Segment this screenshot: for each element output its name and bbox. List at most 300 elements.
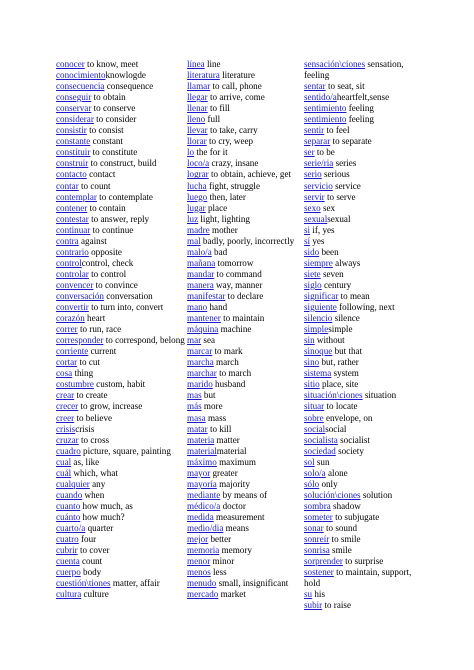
vocab-word-link[interactable]: sostener [304, 567, 334, 578]
vocab-gloss: less [210, 567, 227, 578]
vocab-word-link[interactable]: sorprender [304, 556, 343, 567]
vocab-word-link[interactable]: crisis [56, 423, 76, 434]
vocab-gloss: contact [86, 169, 116, 180]
vocab-word-link[interactable]: sentimiento [304, 103, 347, 114]
vocab-word-link[interactable]: servir [304, 191, 325, 202]
vocab-gloss: to declare [225, 290, 264, 301]
vocab-word-link[interactable]: mal [187, 235, 201, 246]
vocab-entry [187, 479, 303, 490]
vocab-gloss: more [201, 401, 223, 412]
vocab-entry [187, 390, 303, 401]
vocab-word-link[interactable]: mejor [187, 534, 209, 545]
vocab-word-link[interactable]: mañana [187, 257, 216, 268]
vocab-word-link[interactable]: mano [187, 302, 208, 313]
vocab-word-link[interactable]: crecer [56, 401, 79, 412]
vocab-word-link[interactable]: cuestión\tiones [56, 578, 111, 589]
vocab-entry [187, 203, 303, 214]
vocab-word-link[interactable]: lo [187, 147, 195, 158]
vocab-word-link[interactable]: sin [304, 335, 315, 346]
vocab-gloss: service [332, 180, 361, 191]
vocab-gloss: means [223, 522, 249, 533]
vocab-word-link[interactable]: situar [304, 401, 325, 412]
vocab-word-link[interactable]: lleno [187, 114, 206, 125]
vocab-word-link[interactable]: sociedad [304, 445, 336, 456]
vocab-entry [56, 136, 186, 147]
vocab-entry [187, 214, 303, 225]
vocab-gloss: place, site [319, 379, 359, 390]
vocab-word-link[interactable]: sentimiento [304, 114, 347, 125]
vocab-word-link[interactable]: sol [304, 456, 315, 467]
vocab-entry [56, 280, 186, 291]
vocab-word-link[interactable]: cuatro [56, 534, 79, 545]
vocab-word-link[interactable]: serie/ria [304, 158, 334, 169]
vocab-entry [304, 280, 422, 291]
vocab-word-link[interactable]: marido [187, 379, 213, 390]
vocab-entry [187, 435, 303, 446]
vocab-word-link[interactable]: separar [304, 136, 331, 147]
vocab-gloss: matter, affair [110, 578, 160, 589]
vocab-gloss: to command [214, 268, 262, 279]
vocab-entry [304, 247, 422, 258]
vocab-gloss: to correspond, belong [103, 335, 185, 346]
vocab-gloss: to locate [324, 401, 358, 412]
vocab-gloss: maximum [216, 456, 256, 467]
vocab-gloss: to run, race [77, 324, 122, 335]
vocab-gloss: greater [210, 467, 238, 478]
vocab-gloss: line [204, 59, 221, 69]
vocab-word-link[interactable]: cuarto/a [56, 522, 86, 533]
vocab-gloss: current [88, 346, 117, 357]
vocab-gloss: shadow [330, 500, 361, 511]
vocab-word-link[interactable]: sentar [304, 81, 326, 92]
vocab-entry [304, 313, 422, 324]
vocab-word-link[interactable]: máquina [187, 324, 219, 335]
vocab-word-link[interactable]: sólo [304, 478, 320, 489]
vocab-entry [56, 103, 186, 114]
vocab-gloss: which, what [71, 467, 118, 478]
vocab-word-link[interactable]: sentir [304, 125, 325, 136]
vocab-entry [187, 81, 303, 92]
vocab-gloss: four [78, 534, 97, 545]
vocab-entry [304, 534, 422, 545]
vocab-word-link[interactable]: mediante [187, 489, 221, 500]
vocab-word-link[interactable]: conocimiento [56, 70, 106, 81]
vocab-gloss: market [218, 589, 246, 600]
vocab-word-link[interactable]: simple [304, 324, 329, 335]
vocab-word-link[interactable]: contener [56, 202, 88, 213]
vocab-word-link[interactable]: medida [187, 511, 214, 522]
vocab-gloss: to count [78, 180, 111, 191]
vocab-word-link[interactable]: más [187, 401, 202, 412]
vocab-gloss: memory [219, 545, 252, 556]
vocab-word-link[interactable]: sino [304, 357, 320, 368]
vocab-word-link[interactable]: contestar [56, 213, 89, 224]
vocab-word-link[interactable]: literatura [187, 70, 220, 81]
vocab-gloss: how much? [80, 511, 125, 522]
vocab-word-link[interactable]: siempre [304, 257, 333, 268]
vocab-gloss: if, yes [310, 224, 335, 235]
vocab-word-link[interactable]: mantener [187, 313, 221, 324]
vocab-gloss: any [89, 478, 106, 489]
vocab-word-link[interactable]: control [56, 257, 82, 268]
vocab-entry [304, 324, 422, 335]
vocab-word-link[interactable]: correr [56, 324, 78, 335]
vocab-entry [304, 446, 422, 457]
vocab-word-link[interactable]: si [304, 224, 311, 235]
vocab-word-link[interactable]: sexual [304, 213, 328, 224]
vocab-word-link[interactable]: cuanto [56, 500, 81, 511]
vocab-entry [56, 291, 186, 302]
vocab-entry [56, 203, 186, 214]
vocab-gloss: to construct, build [88, 158, 157, 169]
vocab-gloss: following, next [336, 302, 395, 313]
vocab-entry [56, 545, 186, 556]
vocab-word-link[interactable]: constituir [56, 147, 91, 158]
vocab-word-link[interactable]: social [304, 423, 326, 434]
vocab-word-link[interactable]: medio/dia [187, 522, 224, 533]
vocab-word-link[interactable]: mandar [187, 268, 215, 279]
vocab-word-link[interactable]: construir [56, 158, 89, 169]
vocab-gloss: thing [72, 368, 94, 379]
vocab-entry [56, 269, 186, 280]
vocab-entry [56, 302, 186, 313]
vocab-gloss: bad [211, 246, 228, 257]
vocab-entry [187, 523, 303, 534]
vocab-word-link[interactable]: siguiente [304, 302, 337, 313]
vocab-gloss: count [79, 556, 103, 567]
vocab-word-link[interactable]: marchar [187, 368, 217, 379]
vocab-entry [304, 401, 422, 412]
vocab-word-link[interactable]: menos [187, 567, 211, 578]
vocab-entry [187, 103, 303, 114]
vocab-word-link[interactable]: cuál [56, 467, 72, 478]
vocab-entry [187, 59, 303, 70]
vocab-word-link[interactable]: servicio [304, 180, 333, 191]
vocab-entry [304, 136, 422, 147]
vocab-gloss: literature [219, 70, 255, 81]
vocab-word-link[interactable]: corriente [56, 346, 89, 357]
word-column-2 [187, 59, 303, 600]
vocab-word-link[interactable]: lucha [187, 180, 207, 191]
vocab-gloss: but, rather [319, 357, 359, 368]
vocab-word-link[interactable]: manifestar [187, 290, 226, 301]
vocab-word-link[interactable]: silencio [304, 313, 333, 324]
vocab-entry [187, 346, 303, 357]
vocab-entry [187, 269, 303, 280]
vocab-entry [304, 214, 422, 225]
vocab-word-link[interactable]: menudo [187, 578, 217, 589]
vocab-word-link[interactable]: sensación\ciones [304, 59, 366, 69]
vocab-word-link[interactable]: luego [187, 191, 208, 202]
vocab-word-link[interactable]: conseguir [56, 92, 92, 103]
vocab-word-link[interactable]: continuar [56, 224, 91, 235]
vocab-word-link[interactable]: cosa [56, 368, 73, 379]
vocab-word-link[interactable]: cuando [56, 489, 83, 500]
vocab-word-link[interactable]: lugar [187, 202, 206, 213]
vocab-word-link[interactable]: corazón [56, 313, 85, 324]
vocab-word-link[interactable]: masa [187, 412, 206, 423]
vocab-gloss: to smile [329, 534, 361, 545]
vocab-entry [56, 225, 186, 236]
vocab-word-link[interactable]: memoria [187, 545, 220, 556]
vocab-word-link[interactable]: cuánto [56, 511, 81, 522]
vocab-word-link[interactable]: conservar [56, 103, 92, 114]
vocab-word-link[interactable]: convertir [56, 302, 89, 313]
vocab-gloss: sun [314, 456, 330, 467]
vocab-word-link[interactable]: consistir [56, 125, 87, 136]
vocab-word-link[interactable]: contacto [56, 169, 87, 180]
vocab-word-link[interactable]: cubrir [56, 545, 78, 556]
vocab-entry [56, 214, 186, 225]
vocab-word-link[interactable]: contra [56, 235, 79, 246]
vocab-entry [187, 578, 303, 589]
vocab-word-link[interactable]: contemplar [56, 191, 97, 202]
vocab-word-link[interactable]: conocer [56, 59, 85, 69]
vocab-gloss: system [331, 368, 359, 379]
vocab-gloss: custom, habit [93, 379, 146, 390]
vocab-gloss: to consist [86, 125, 124, 136]
vocab-word-link[interactable]: cortar [56, 357, 78, 368]
vocab-word-link[interactable]: controlar [56, 268, 89, 279]
vocab-word-link[interactable]: considerar [56, 114, 94, 125]
vocab-gloss: crisis [75, 423, 95, 434]
vocab-gloss: matter [214, 434, 240, 445]
vocab-word-link[interactable]: médico/a [187, 500, 221, 511]
vocab-entry [56, 556, 186, 567]
vocab-entry [187, 147, 303, 158]
vocab-word-link[interactable]: llamar [187, 81, 211, 92]
vocab-word-link[interactable]: cualquier [56, 478, 90, 489]
vocab-entry [56, 424, 186, 435]
vocab-word-link[interactable]: sonar [304, 522, 324, 533]
vocab-gloss: to answer, reply [88, 213, 150, 224]
vocab-gloss: culture [81, 589, 109, 600]
vocab-entry [187, 192, 303, 203]
vocab-word-link[interactable]: conversación [56, 290, 104, 301]
vocab-gloss: to obtain [91, 92, 126, 103]
vocab-entry [187, 490, 303, 501]
vocab-word-link[interactable]: solución\ciones [304, 489, 361, 500]
vocab-word-link[interactable]: someter [304, 511, 333, 522]
vocab-word-link[interactable]: materia [187, 434, 215, 445]
vocab-word-link[interactable]: sexo [304, 202, 321, 213]
vocab-word-link[interactable]: contar [56, 180, 79, 191]
vocab-gloss: to raise [322, 600, 351, 611]
vocab-entry [187, 589, 303, 600]
vocab-gloss: to continue [90, 224, 134, 235]
vocab-entry [56, 181, 186, 192]
vocab-word-link[interactable]: significar [304, 290, 339, 301]
vocab-entry [56, 446, 186, 457]
vocab-word-link[interactable]: cuadro [56, 445, 81, 456]
vocab-word-link[interactable]: cruzar [56, 434, 79, 445]
vocab-entry [56, 479, 186, 490]
vocab-gloss: way, manner [213, 279, 263, 290]
vocab-entry [304, 479, 422, 490]
vocab-word-link[interactable]: crear [56, 390, 75, 401]
vocab-entry [187, 545, 303, 556]
vocab-entry [187, 413, 303, 424]
vocab-gloss: heartfelt,sense [336, 92, 390, 103]
vocab-word-link[interactable]: llorar [187, 136, 207, 147]
vocab-entry [187, 468, 303, 479]
vocab-gloss: sensation, feeling [304, 59, 404, 81]
vocab-gloss: to turn into, convert [88, 302, 164, 313]
vocab-word-link[interactable]: llegar [187, 92, 208, 103]
vocab-entry [187, 291, 303, 302]
vocab-entry [304, 125, 422, 136]
vocab-gloss: constant [90, 136, 123, 147]
vocab-word-link[interactable]: luz [187, 213, 199, 224]
vocab-word-link[interactable]: sinoque [304, 346, 333, 357]
vocab-gloss: to obtain, achieve, get [208, 169, 292, 180]
vocab-word-link[interactable]: constante [56, 136, 91, 147]
vocab-word-link[interactable]: línea [187, 59, 205, 69]
vocab-word-link[interactable]: mar [187, 335, 202, 346]
vocab-entry [304, 457, 422, 468]
vocab-word-link[interactable]: siete [304, 268, 321, 279]
vocab-word-link[interactable]: corresponder [56, 335, 104, 346]
vocab-word-link[interactable]: matar [187, 423, 208, 434]
vocab-gloss: sea [201, 335, 216, 346]
vocab-word-link[interactable]: cual [56, 456, 72, 467]
vocab-word-link[interactable]: madre [187, 224, 210, 235]
vocab-entry [56, 313, 186, 324]
vocab-word-link[interactable]: sistema [304, 368, 332, 379]
vocab-gloss: socialist [337, 434, 370, 445]
vocab-word-link[interactable]: sitio [304, 379, 320, 390]
vocab-entry [304, 181, 422, 192]
vocab-word-link[interactable]: menor [187, 556, 211, 567]
vocab-word-link[interactable]: cuerpo [56, 567, 81, 578]
vocab-word-link[interactable]: subir [304, 600, 323, 611]
vocab-gloss: tomorrow [215, 257, 254, 268]
vocab-word-link[interactable]: lograr [187, 169, 209, 180]
vocab-word-link[interactable]: consecuencia [56, 81, 105, 92]
vocab-word-link[interactable]: mercado [187, 589, 219, 600]
vocab-gloss: simple [328, 324, 353, 335]
vocab-entry [56, 413, 186, 424]
vocab-word-link[interactable]: manera [187, 279, 214, 290]
vocab-gloss: consequence [104, 81, 154, 92]
vocab-gloss: social [325, 423, 347, 434]
vocab-gloss: feeling [346, 103, 374, 114]
vocab-gloss: to feel [324, 125, 350, 136]
vocab-word-link[interactable]: marcha [187, 357, 214, 368]
vocab-gloss: to cut [77, 357, 100, 368]
vocab-entry [304, 269, 422, 280]
vocab-word-link[interactable]: socialista [304, 434, 338, 445]
vocab-word-link[interactable]: sombra [304, 500, 331, 511]
vocab-entry [304, 192, 422, 203]
vocab-gloss: doctor [220, 500, 246, 511]
vocab-gloss: to mean [338, 290, 370, 301]
vocab-gloss: light, lighting [198, 213, 250, 224]
vocab-gloss: picture, square, painting [80, 445, 171, 456]
vocab-entry [187, 280, 303, 291]
vocab-word-link[interactable]: sí [304, 235, 311, 246]
vocab-gloss: minor [210, 556, 235, 567]
vocab-word-link[interactable]: cuenta [56, 556, 80, 567]
vocab-word-link[interactable]: sonreír [304, 534, 330, 545]
vocab-word-link[interactable]: llenar [187, 103, 208, 114]
vocab-gloss: smile [329, 545, 352, 556]
word-column-1 [56, 59, 186, 600]
vocab-word-link[interactable]: loco/a [187, 158, 210, 169]
vocab-word-link[interactable]: sobre [304, 412, 324, 423]
vocab-gloss: fight, struggle [206, 180, 260, 191]
vocab-word-link[interactable]: malo/a [187, 246, 212, 257]
vocab-gloss: to cry, weep [206, 136, 254, 147]
vocab-entry [304, 490, 422, 501]
vocab-entry [56, 258, 186, 269]
vocab-word-link[interactable]: siglo [304, 279, 322, 290]
vocab-word-link[interactable]: sentido/a [304, 92, 337, 103]
vocab-word-link[interactable]: marcar [187, 346, 213, 357]
vocab-word-link[interactable]: cultura [56, 589, 82, 600]
vocab-gloss: to contain [87, 202, 126, 213]
vocab-word-link[interactable]: sido [304, 246, 320, 257]
vocab-word-link[interactable]: material [187, 445, 217, 456]
vocab-entry [56, 324, 186, 335]
vocab-entry [304, 390, 422, 401]
vocab-word-link[interactable]: serio [304, 169, 322, 180]
vocab-gloss: hand [207, 302, 228, 313]
vocab-gloss: sex [320, 202, 336, 213]
vocab-entry [187, 446, 303, 457]
vocab-entry [304, 413, 422, 424]
vocab-word-link[interactable]: creer [56, 412, 75, 423]
vocab-word-link[interactable]: sonrisa [304, 545, 330, 556]
vocab-entry [304, 291, 422, 302]
vocab-entry [304, 346, 422, 357]
vocab-gloss: then, later [207, 191, 246, 202]
vocab-entry [187, 501, 303, 512]
vocab-word-link[interactable]: costumbre [56, 379, 94, 390]
vocab-gloss: to cross [78, 434, 110, 445]
vocab-gloss: to maintain [220, 313, 265, 324]
vocab-gloss: solution [360, 489, 393, 500]
vocab-word-link[interactable]: su [304, 589, 313, 600]
vocab-word-link[interactable]: solo/a [304, 467, 326, 478]
vocab-gloss: against [78, 235, 107, 246]
vocab-word-link[interactable]: mayoría [187, 478, 217, 489]
vocab-word-link[interactable]: llevar [187, 125, 208, 136]
vocab-word-link[interactable]: máximo [187, 456, 217, 467]
vocab-entry [187, 368, 303, 379]
vocab-entry [304, 512, 422, 523]
vocab-gloss: majority [216, 478, 250, 489]
vocab-gloss: to arrive, come [207, 92, 265, 103]
vocab-entry [304, 357, 422, 368]
vocab-word-link[interactable]: mayor [187, 467, 211, 478]
vocab-word-link[interactable]: situación\ciones [304, 390, 363, 401]
vocab-word-link[interactable]: ser [304, 147, 315, 158]
vocab-entry [56, 92, 186, 103]
vocab-word-link[interactable]: contrario [56, 246, 89, 257]
vocab-word-link[interactable]: mas [187, 390, 202, 401]
vocab-gloss: measurement [213, 511, 265, 522]
vocab-entry [304, 203, 422, 214]
vocab-gloss: but that [332, 346, 363, 357]
vocab-gloss: to cover [77, 545, 110, 556]
vocab-gloss: to seat, sit [325, 81, 365, 92]
vocab-word-link[interactable]: convencer [56, 279, 94, 290]
vocab-gloss: small, insignificant [216, 578, 289, 589]
vocab-entry [187, 534, 303, 545]
vocab-gloss: to serve [324, 191, 356, 202]
vocab-entry [187, 379, 303, 390]
